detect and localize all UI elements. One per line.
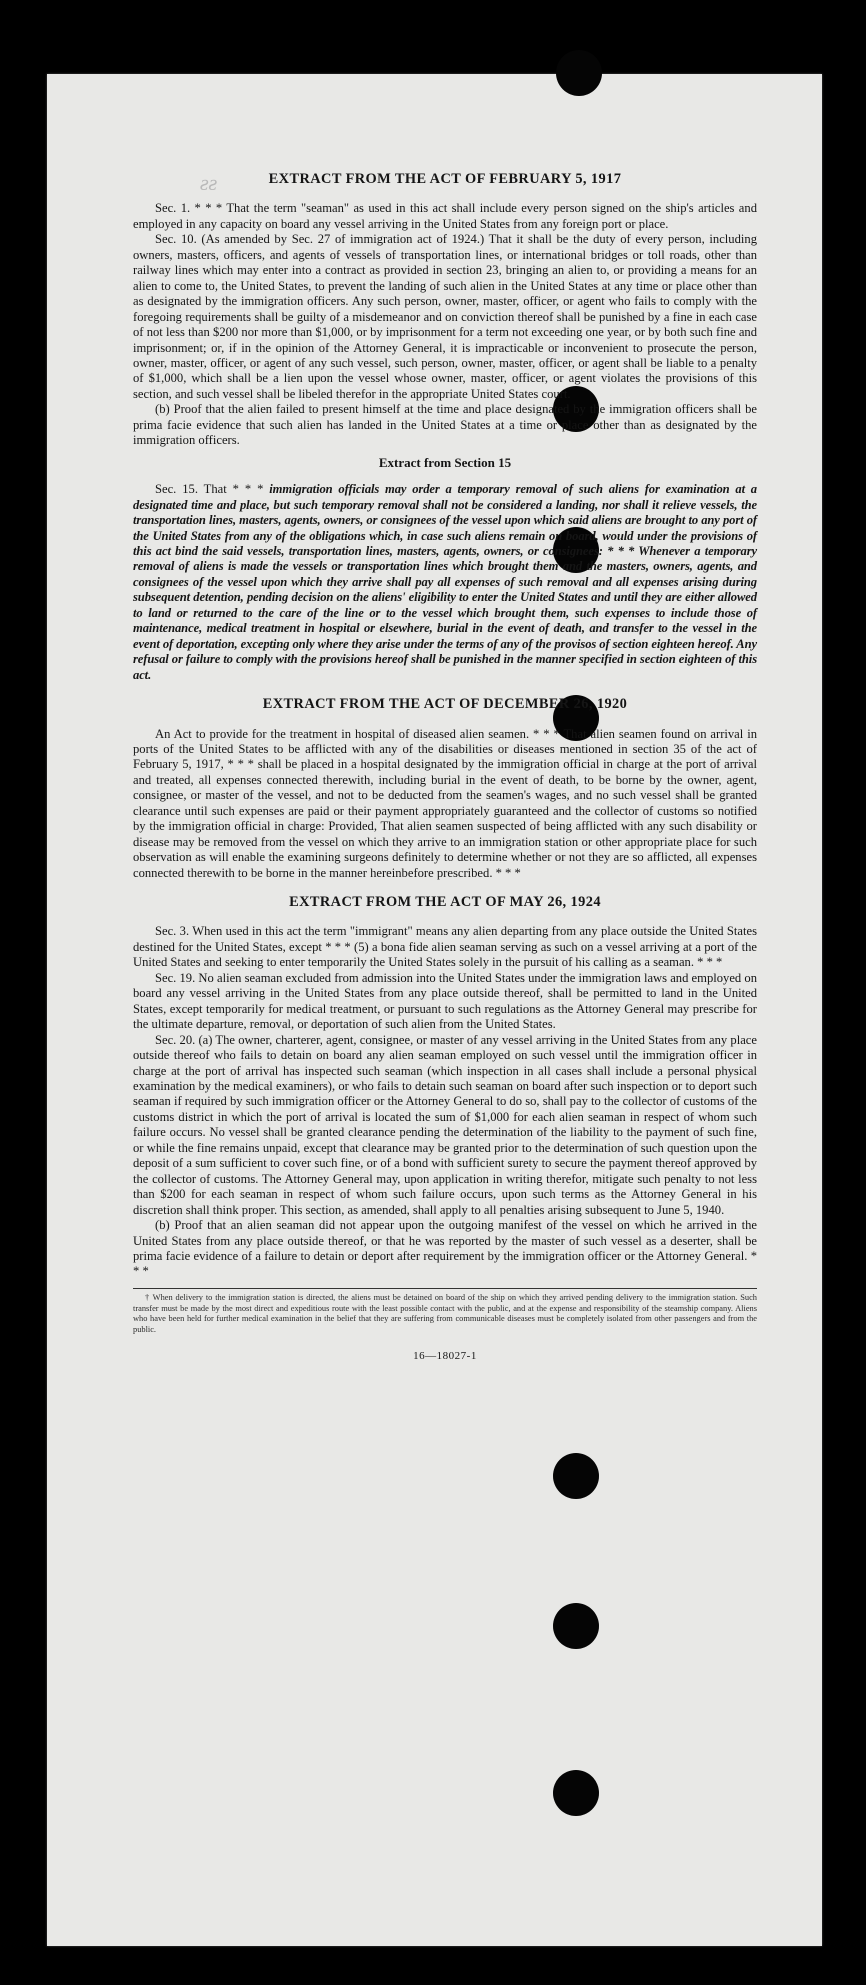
punch-hole-lower-mid (553, 1453, 599, 1499)
document-text (133, 172, 757, 1365)
punch-hole-top (556, 50, 602, 96)
paragraph-sec-20-b: (b) Proof that an alien seaman did not appear upon the outgoing manifest of the vessel on which he arrived in the United States from any place outside thereof, or that he was reported by the master of such vessel as a deserter, shall be prima facie evidence of a failure to detain or deport after requirement by the immigration officer or the Attorney General. * * * (133, 1218, 757, 1279)
paragraph-sec-15 (133, 482, 757, 683)
sec-15-lead: Sec. 15. That * * * (155, 482, 270, 497)
paragraph-sec-19: Sec. 19. No alien seaman excluded from admission into the United States under the immigration laws and employed on board any vessel arriving in the United States from any place outside thereof, shall be permitted to land in the United States, except temporarily for medical treatment, or pursuant to such regulations as the Attorney General may prescribe for the ultimate departure, removal, or deportation of such alien from the United States. (133, 970, 757, 1032)
document-code: 16—18027-1 (413, 1350, 477, 1363)
footnote-divider (133, 1288, 757, 1289)
punch-hole-lower (553, 1603, 599, 1649)
footnote: † When delivery to the immigration station is directed, the aliens must be detained on board of the ship on which they arrived pending delivery to the immigration station. Such transfer must be made by the most direct and expeditious route with the least possible contact with the public, and at the expense and responsibility of the steamship company. Aliens who have been held for further medical examination in the belief that they are suffering from communicable diseases must be completely isolated from other passengers and from the public. (133, 1292, 757, 1334)
heading-act-1920: EXTRACT FROM THE ACT OF DECEMBER 26, 1920 (262, 696, 628, 713)
paragraph-sec-3: Sec. 3. When used in this act the term "immigrant" means any alien departing from any place outside the United States destined for the United States, except * * * (5) a bona fide alien seaman serving as such on a vessel arriving at a port of the United States and seeking to enter temporarily the United States solely in the pursuit of his calling as a seaman. * * * (133, 924, 757, 970)
paragraph-sec-10-b: (b) Proof that the alien failed to present himself at the time and place designated by the immigration officers shall be prima facie evidence that such alien has landed in the United States at a time or place other than as designated by the immigration officers. (133, 402, 757, 448)
heading-act-1924: EXTRACT FROM THE ACT OF MAY 26, 1924 (289, 894, 601, 911)
paragraph-sec-1: Sec. 1. * * * That the term "seaman" as used in this act shall include every person signed on the ship's articles and employed in any capacity on board any vessel arriving in the United States from any foreign port or place. (133, 201, 757, 231)
paragraph-act-1920: An Act to provide for the treatment in hospital of diseased alien seamen. * * * That alien seamen found on arrival in ports of the United States to be afflicted with any of the disabilities or diseases mentioned in section 35 of the act of February 5, 1917, * * * shall be placed in a hospital designated by the immigration official in charge at the port of arrival and treated, all expenses connected therewith, including burial in the event of death, to be borne by the owner, agent, consignee, or master of the vessel, and not to be deducted from the seamen's wages, and no such vessel shall be granted clearance until such expenses are paid or their payment appropriately guaranteed and the collector of customs so notified by the immigration official in charge: Provided, That alien seamen suspected of being afflicted with any such disability or disease may be removed from the vessel on which they arrive to an immigration station or other appropriate place for such observation as will enable the examining surgeons definitely to determine whether or not they are so afflicted, all expenses connected therewith to be borne in the manner hereinbefore prescribed. * * * (133, 726, 757, 880)
heading-act-1917: EXTRACT FROM THE ACT OF FEBRUARY 5, 1917 (268, 171, 622, 187)
paragraph-sec-20-a: Sec. 20. (a) The owner, charterer, agent, consignee, or master of any vessel arriving in the United States from any place outside thereof who fails to detain on board any alien seaman employed on such vessel until the immigration officer in charge at the port of arrival has inspected such seaman (which inspection in all cases shall include a personal physical examination by the medical examiners), or who fails to detain such seaman on board after such inspection or to deport such seaman if required by such immigration officer or the Attorney General to do so, shall pay to the collector of customs of the customs district in which the port of arrival is located the sum of $1,000 for each alien seaman in respect of whom such failure occurs. No vessel shall be granted clearance pending the determination of the liability to the payment of such fine, or while the fine remains unpaid, except that clearance may be granted prior to the determination of such question upon the deposit of a sum sufficient to cover such fine, or of a bond with sufficient surety to secure the payment thereof approved by the collector of customs. The Attorney General may, upon application in writing therefor, mitigate such penalty to not less than $200 for each seaman in respect of whom such failure occurs, upon such terms as the Attorney General in his discretion shall think proper. This section, as amended, shall apply to all penalties arising subsequent to June 5, 1940. (133, 1032, 757, 1217)
punch-hole-bottom (553, 1770, 599, 1816)
sec-15-body: immigration officials may order a temporary removal of such aliens for examination at a designated time and place, but such temporary removal shall not be considered a landing, nor shall it relieve vessels, the transportation lines, masters, agents, owners, or consignees of the vessel upon which said aliens are brought to any port of the United States from any of the obligations which, in case such aliens remain on board, would under the provisions of this act bind the said vessels, transportation lines, masters, agents, owners, or consignees: * * * Whenever a temporary removal of aliens is made the vessels or transportation lines which brought them and the masters, owners, agents, and consignees of the vessel upon which they arrive shall pay all expenses of such removal and all expenses arising during subsequent detention, pending decision on the aliens' eligibility to enter the United States and until they are either allowed to land or returned to the care of the line or to the vessel which brought them, such expenses to include those of maintenance, medical treatment in hospital or elsewhere, burial in the event of death, and transfer to the vessel in the event of deportation, excepting only where they arise under the terms of any of the provisos of section eighteen hereof. Any refusal or failure to comply with the provisions hereof shall be punished in the manner specified in section eighteen of this act. (133, 482, 757, 682)
paragraph-sec-10: Sec. 10. (As amended by Sec. 27 of immigration act of 1924.) That it shall be the duty of every person, including owners, masters, officers, and agents of vessels of transportation lines, or international bridges or toll roads, other than railway lines which may enter into a contract as provided in section 23, bringing an alien to, or providing a means for an alien to come to, the United States, to prevent the landing of such alien in the United States at any time or place other than as designated by the immigration officers. Any such person, owner, master, officer, or agent who fails to comply with the foregoing requirements shall be guilty of a misdemeanor and on conviction thereof shall be punished by a fine in each case of not less than $200 nor more than $1,000, or by imprisonment for a term not exceeding one year, or by both such fine and imprisonment; or, if in the opinion of the Attorney General, it is impracticable or inconvenient to prosecute the person, owner, master, officer, or agent of any such vessel, such person, owner, master, officer, or agent shall be liable to a penalty of $1,000, which shall be a lien upon the vessel whose owner, master, officer, or agent violates the provisions of this section, and such vessel shall be libeled therefor in the appropriate United States court. (133, 232, 757, 401)
pencil-mark: ƨƨ (200, 170, 218, 195)
heading-section-15: Extract from Section 15 (378, 454, 512, 470)
